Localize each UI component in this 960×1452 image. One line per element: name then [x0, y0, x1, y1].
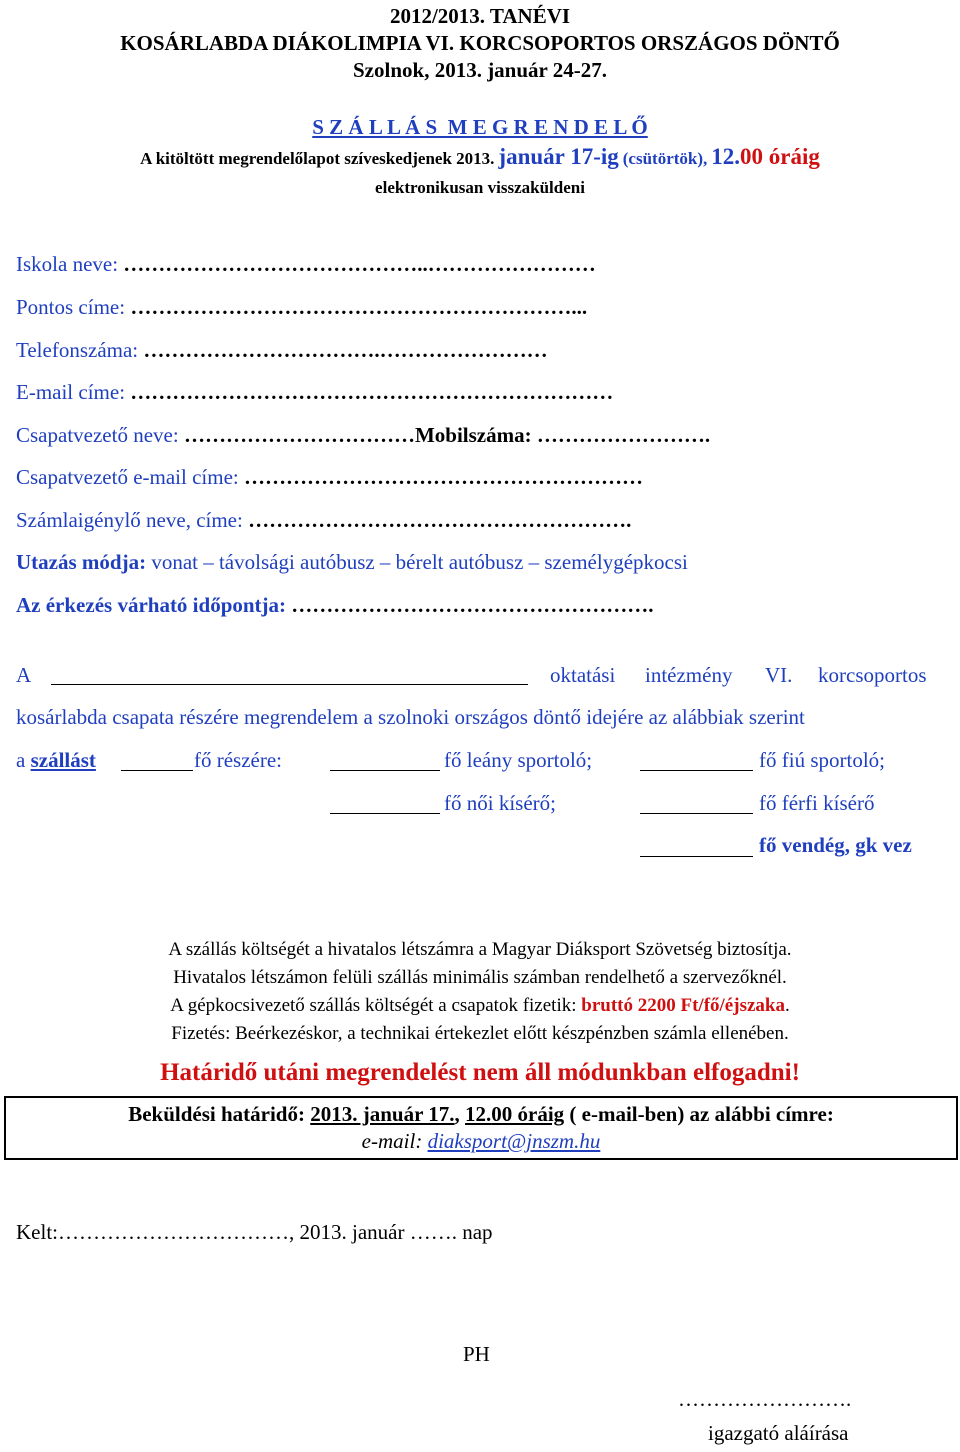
- instruction-weekday: (csütörtök),: [622, 149, 708, 168]
- deadline-label: Beküldési határidő:: [128, 1102, 305, 1126]
- total-count-line[interactable]: [121, 770, 193, 771]
- girl-athlete-count-line[interactable]: [330, 770, 440, 771]
- email-label: E-mail címe:: [16, 380, 126, 404]
- day-text: ……. nap: [409, 1220, 493, 1244]
- team-leader-field[interactable]: [16, 423, 710, 448]
- leader-email-value: …………………………………………………: [244, 465, 643, 489]
- order-line-3: [16, 748, 96, 773]
- order-vi: VI.: [765, 663, 793, 687]
- instruction-line: [0, 144, 960, 170]
- info-line-3: [0, 995, 960, 1017]
- team-leader-label: Csapatvezető neve:: [16, 423, 179, 447]
- male-escort-count-line[interactable]: [640, 813, 753, 814]
- guest-count-line[interactable]: [640, 856, 753, 857]
- arrival-time-label: Az érkezés várható időpontja:: [16, 593, 287, 617]
- email-field[interactable]: [16, 380, 613, 405]
- school-year: 2012/2013. TANÉVI: [389, 4, 571, 28]
- deadline-line: [6, 1102, 956, 1127]
- boy-athlete-label: fő fiú sportoló;: [759, 748, 885, 772]
- email-value: ……………………………………………………………: [130, 380, 614, 404]
- place-date: Szolnok, 2013. január 24-27.: [353, 58, 607, 82]
- info-line-3-a: A gépkocsivezető szállás költségét a csapatok fizetik:: [170, 995, 577, 1016]
- phone-field[interactable]: [16, 338, 548, 363]
- deadline-method: ( e-mail-ben) az alábbi címre:: [564, 1102, 834, 1126]
- deadline-date: 2013. január 17.: [310, 1102, 455, 1126]
- billing-label: Számlaigénylő neve, címe:: [16, 508, 243, 532]
- institution-name-line[interactable]: [51, 684, 528, 685]
- address-field[interactable]: [16, 295, 587, 320]
- phone-label: Telefonszáma:: [16, 338, 139, 362]
- school-name-field[interactable]: [16, 252, 596, 277]
- phone-value: …………………………….……………………: [143, 338, 548, 362]
- instruction-hour: [711, 144, 820, 169]
- order-fo-reszere: fő részére:: [194, 748, 283, 772]
- leader-email-label: Csapatvezető e-mail címe:: [16, 465, 239, 489]
- order-intezmeny: intézmény: [645, 663, 733, 687]
- info-line-3-end: .: [784, 995, 790, 1016]
- order-a: A: [16, 663, 32, 687]
- email-line: [6, 1129, 956, 1154]
- info-line-4: Fizetés: Beérkezéskor, a technikai értekezlet előtt készpénzben számla ellenében.: [171, 1023, 789, 1044]
- leader-email-field[interactable]: [16, 465, 643, 490]
- team-leader-value: ……………………………: [183, 423, 415, 447]
- info-line-2: Hivatalos létszámon felüli szállás minimális számban rendelhető a szervezőknél.: [173, 967, 787, 988]
- stamp-ph: PH: [463, 1342, 490, 1366]
- instruction-part-a: A kitöltött megrendelőlapot szíveskedjenek 2013.: [140, 149, 495, 168]
- order-line-2: kosárlabda csapata részére megrendelem a szolnoki országos döntő idejére az alábbiak szerint: [16, 705, 805, 729]
- instruction-hour-rest: 00 óráig: [740, 144, 820, 169]
- female-escort-count-line[interactable]: [330, 813, 440, 814]
- signature-dots[interactable]: …………………….: [678, 1387, 852, 1411]
- female-escort-label: fő női kísérő;: [444, 791, 556, 815]
- travel-mode-options: vonat – távolsági autóbusz – bérelt autóbusz – személygépkocsi: [151, 550, 688, 574]
- arrival-time-field[interactable]: [16, 593, 654, 618]
- instruction-hour-num: 12.: [711, 144, 741, 169]
- school-name-label: Iskola neve:: [16, 252, 119, 276]
- mobile-label: Mobilszáma:: [414, 423, 532, 447]
- address-label: Pontos címe:: [16, 295, 126, 319]
- principal-signature-label: igazgató aláírása: [708, 1421, 849, 1445]
- girl-athlete-label: fő leány sportoló;: [444, 748, 593, 772]
- info-line-1: A szállás költségét a hivatalos létszámra a Magyar Diáksport Szövetség biztosítja.: [168, 939, 792, 960]
- order-oktatasi: oktatási: [550, 663, 616, 687]
- order-korcsoportos: korcsoportos: [818, 663, 927, 687]
- school-name-value: ……………………………………..……………………: [123, 252, 596, 276]
- contact-email-link[interactable]: diaksport@jnszm.hu: [427, 1129, 601, 1153]
- instruction-line-2: elektronikusan visszaküldeni: [375, 178, 585, 197]
- billing-value: ……………………………………………….: [248, 508, 632, 532]
- deadline-hour-rest: 00 óráig: [491, 1102, 565, 1126]
- email-prefix: e-mail:: [361, 1129, 423, 1153]
- travel-mode-field[interactable]: [16, 550, 688, 575]
- order-szallast: szállást: [30, 748, 96, 772]
- instruction-deadline-date: január 17-ig: [498, 144, 619, 169]
- deadline-box: [4, 1096, 958, 1160]
- deadline-hour: [465, 1102, 564, 1126]
- kelt-text: Kelt:……………………………, 2013. január: [16, 1220, 405, 1244]
- address-value: ………………………………………………………...: [130, 295, 588, 319]
- mobile-value: …………………….: [536, 423, 711, 447]
- male-escort-label: fő férfi kísérő: [759, 791, 875, 815]
- order-a-2: a: [16, 748, 26, 772]
- boy-athlete-count-line[interactable]: [640, 770, 753, 771]
- driver-price: bruttó 2200 Ft/fő/éjszaka: [581, 995, 785, 1016]
- warning-text: Határidő utáni megrendelést nem áll módunkban elfogadni!: [160, 1059, 800, 1086]
- billing-field[interactable]: [16, 508, 631, 533]
- date-line[interactable]: [16, 1220, 493, 1245]
- guest-label: fő vendég, gk vez: [759, 833, 912, 857]
- event-title: KOSÁRLABDA DIÁKOLIMPIA VI. KORCSOPORTOS ORSZÁGOS DÖNTŐ: [120, 31, 840, 55]
- travel-mode-label: Utazás módja:: [16, 550, 147, 574]
- deadline-hour-num: 12.: [465, 1102, 492, 1126]
- deadline-comma: ,: [454, 1102, 460, 1126]
- arrival-time-value: …………………………………………….: [291, 593, 654, 617]
- form-title: S Z Á L L Á S M E G R E N D E L Ő: [312, 115, 648, 139]
